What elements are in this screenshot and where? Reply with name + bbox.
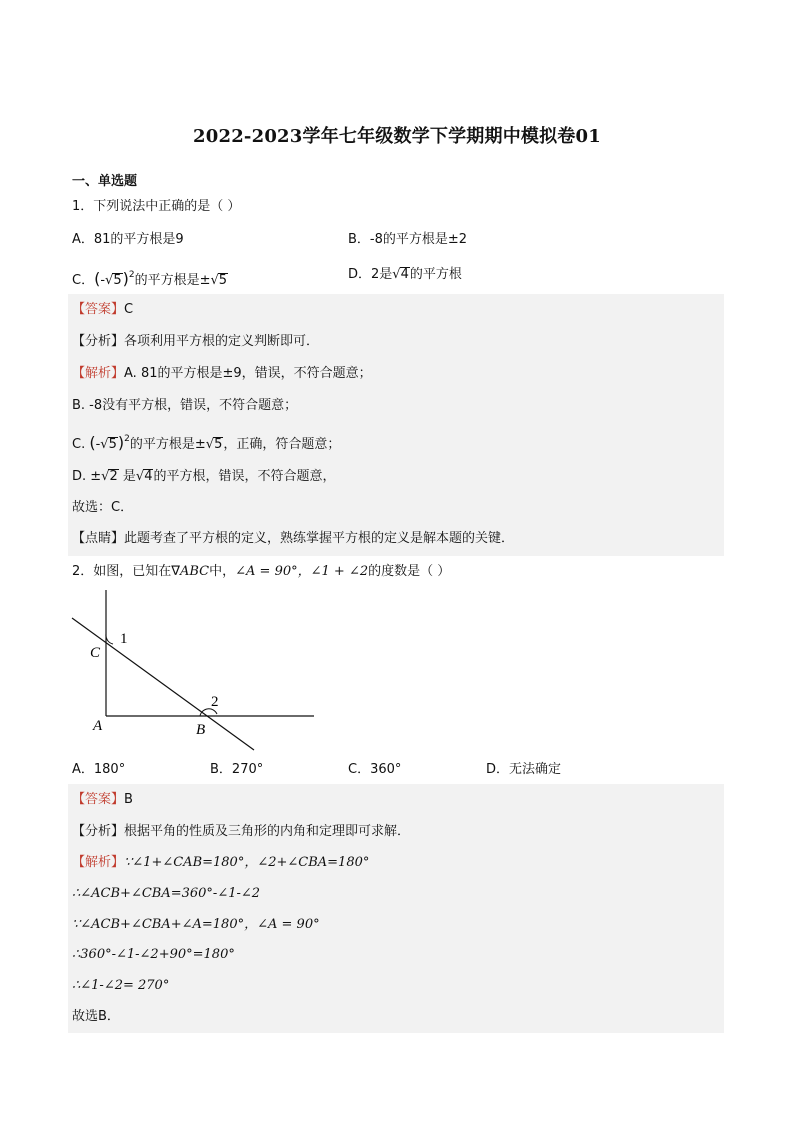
q2-answer-tag: 【答案】 xyxy=(72,792,125,807)
analysis-tag: 【分析】 xyxy=(72,334,125,349)
q2-solution-step-3: ∵∠ACB+∠CBA+∠A=180°，∠A = 90° xyxy=(72,917,320,932)
q2-triangle-name: ABC xyxy=(179,564,210,579)
q1-choice: 故选：C． xyxy=(72,500,134,515)
comment-tag: 【点睛】 xyxy=(72,531,125,546)
option-d-prefix: D．2是 xyxy=(348,267,393,282)
exponent-2: 2 xyxy=(124,434,130,444)
sqrt-four-2: 4 xyxy=(144,469,153,484)
solution-d-prefix: D. ± xyxy=(72,469,102,484)
q2-stem-suffix: 的度数是（ ） xyxy=(368,564,451,579)
q1-solution-d: D. ±√2 是√4的平方根，错误，不符合题意， xyxy=(72,469,336,484)
q2-solution-block xyxy=(68,784,724,1033)
q1-answer xyxy=(72,301,133,319)
solution-c-mid: 的平方根是± xyxy=(129,437,206,452)
label-c: C xyxy=(90,645,101,661)
q2-solution-step-4: ∴360°-∠1-∠2+90°=180° xyxy=(72,947,235,962)
q1-comment xyxy=(72,530,514,548)
step-1-text: ∵∠1+∠CAB=180°，∠2+∠CBA=180° xyxy=(124,855,370,870)
solution-a-text: A. 81的平方根是±9，错误，不符合题意； xyxy=(124,366,372,381)
label-2: 2 xyxy=(211,694,219,710)
section-heading: 一、单选题 xyxy=(72,174,138,189)
q1-analysis xyxy=(72,333,319,351)
triangle-diagram xyxy=(66,588,326,758)
q1-solution-b: B. -8没有平方根，错误，不符合题意； xyxy=(72,398,298,413)
q1-option-a: A．81的平方根是9 xyxy=(72,232,184,247)
sqrt-four: 4 xyxy=(400,267,409,282)
q2-option-a: A．180° xyxy=(72,762,126,777)
q2-solution-step-1 xyxy=(72,854,369,872)
q2-choice: 故选B． xyxy=(72,1009,120,1024)
page-title: 2022-2023学年七年级数学下学期期中模拟卷01 xyxy=(193,126,601,147)
solution-d-suffix: 的平方根，错误，不符合题意， xyxy=(153,469,336,484)
q2-option-d: D．无法确定 xyxy=(486,762,562,777)
option-d-suffix: 的平方根 xyxy=(409,267,462,282)
question-1-stem: 1．下列说法中正确的是（ ） xyxy=(72,199,241,214)
q2-angle-expr: ∠A = 90°，∠1 + ∠2 xyxy=(235,564,369,579)
q2-analysis-tag: 【分析】 xyxy=(72,824,125,839)
angle-1-arc xyxy=(106,634,113,644)
q2-option-b: B．270° xyxy=(210,762,264,777)
sqrt-five-2: 5 xyxy=(218,273,228,288)
label-a: A xyxy=(93,718,103,734)
question-2-stem xyxy=(72,563,450,581)
label-1: 1 xyxy=(120,631,128,647)
comment-text: 此题考查了平方根的定义，熟练掌握平方根的定义是解本题的关键． xyxy=(124,531,515,546)
triangle-icon: ∇ xyxy=(171,564,180,579)
q2-solution-tag: 【解析】 xyxy=(72,855,125,870)
exponent: 2 xyxy=(128,270,135,280)
solution-tag: 【解析】 xyxy=(72,366,125,381)
sqrt-five-4: 5 xyxy=(214,437,223,452)
q2-stem-mid: 中， xyxy=(209,564,236,579)
q1-option-b: B．-8的平方根是±2 xyxy=(348,232,468,247)
q2-answer xyxy=(72,791,133,809)
solution-c-prefix: C. xyxy=(72,437,86,452)
q2-solution-step-2: ∴∠ACB+∠CBA=360°-∠1-∠2 xyxy=(72,886,261,901)
answer-tag: 【答案】 xyxy=(72,302,125,317)
q2-answer-value: B xyxy=(124,792,133,807)
q2-analysis xyxy=(72,823,410,841)
option-c-label: C． xyxy=(72,273,95,288)
analysis-text: 各项利用平方根的定义判断即可． xyxy=(124,334,320,349)
q2-stem-prefix: 2．如图，已知在 xyxy=(72,564,172,579)
answer-value: C xyxy=(124,302,134,317)
sqrt-five: 5 xyxy=(113,273,122,288)
q2-solution-step-5: ∴∠1-∠2= 270° xyxy=(72,978,170,993)
q2-analysis-text: 根据平角的性质及三角形的内角和定理即可求解． xyxy=(124,824,411,839)
q1-solution-a xyxy=(72,365,372,383)
solution-d-mid: 是 xyxy=(122,469,136,484)
q1-solution-block xyxy=(68,294,724,556)
option-c-text: 的平方根是± xyxy=(134,273,211,288)
label-b: B xyxy=(196,722,206,738)
sqrt-two: 2 xyxy=(109,469,118,484)
sqrt-five-3: 5 xyxy=(108,437,117,452)
q1-solution-c: C. $(-√5)^2$的平方根是±√5，正确，符合题意； xyxy=(72,433,341,452)
q1-option-c: C．$(-√5)^2$的平方根是±√5 xyxy=(72,269,228,288)
q1-option-d: D．2是√4的平方根 xyxy=(348,267,462,282)
solution-c-suffix: ，正确，符合题意； xyxy=(223,437,341,452)
q2-option-c: C．360° xyxy=(348,762,402,777)
